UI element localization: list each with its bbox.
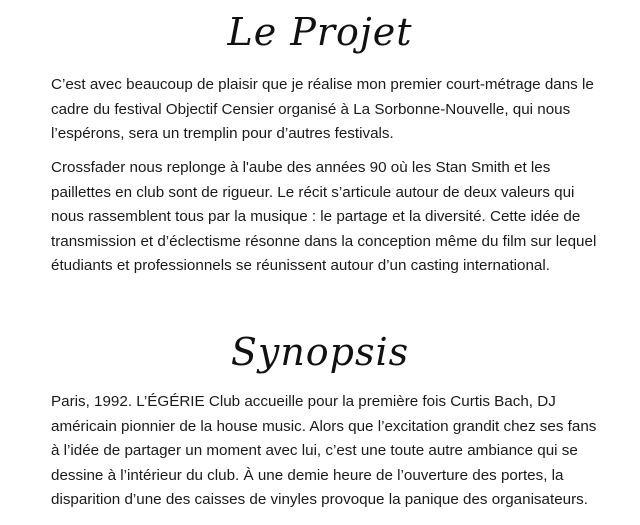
projet-title: Le Projet: [227, 10, 413, 54]
synopsis-title: Synopsis: [230, 330, 410, 374]
synopsis-paragraph: Paris, 1992. L’ÉGÉRIE Club accueille pour la première fois Curtis Bach, DJ américain pionnier de la house music. Alors que l’excitation grandit chez ses fans à l’idée de partager un moment avec lui, c’est une toute autre ambiance qui se dessine à l’intérieur du club. À une demie heure de l’ouverture des portes, la disparition d’une des caisses de vinyles provoque la panique des organisateurs.: [51, 393, 597, 509]
projet-paragraph-1: C’est avec beaucoup de plaisir que je réalise mon premier court-métrage dans le cadre du festival Objectif Censier organisé à La Sorbonne-Nouvelle, qui nous l’espérons, sera un tremplin pour d’autres festivals.: [51, 76, 594, 143]
projet-paragraph-2: Crossfader nous replonge à l'aube des années 90 où les Stan Smith et les paillettes en club sont de rigueur. Le récit s’articule autour de deux valeurs qui nous rassemblent tous par la musique : le partage et la diversité. Cette idée de transmission et d’éclectisme résonne dans la conception même du film sur lequel étudiants et professionnels se réunissent autour d’un casting international.: [51, 159, 597, 275]
